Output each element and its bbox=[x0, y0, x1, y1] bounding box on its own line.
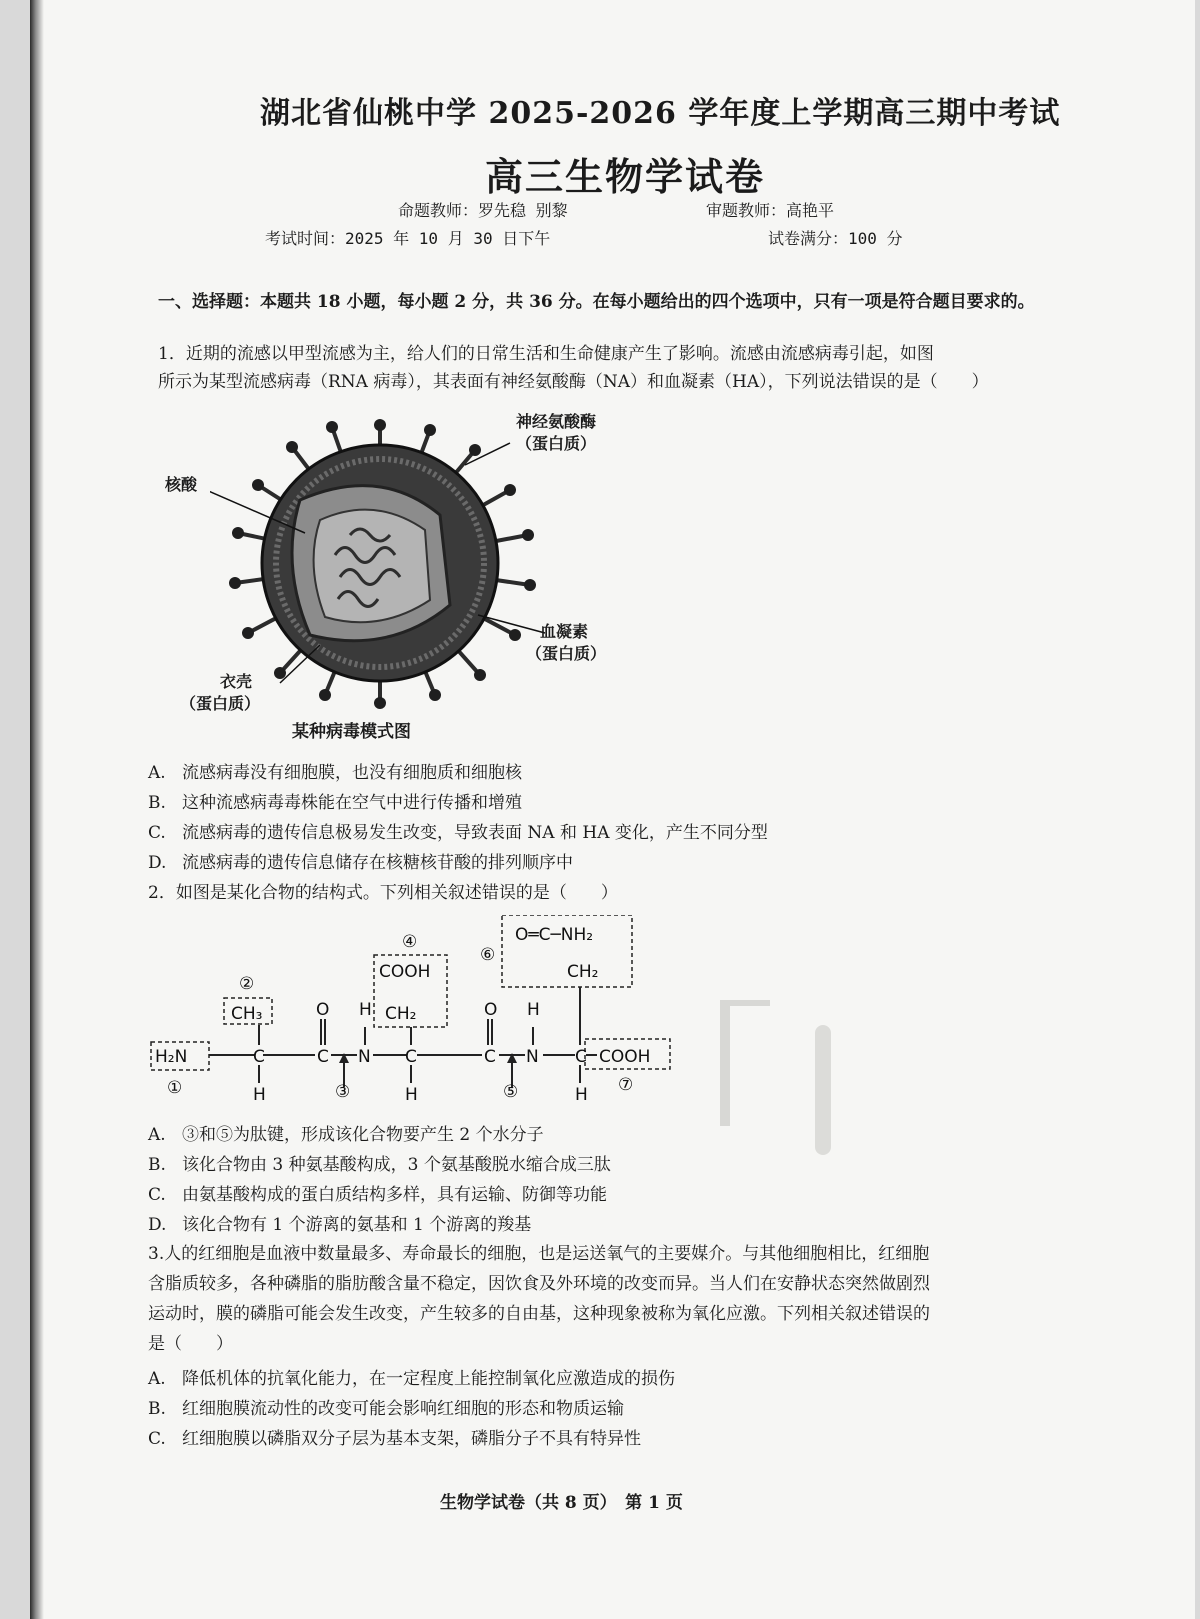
group-cooh-side: COOH bbox=[379, 962, 431, 982]
exam-time: 考试时间：2025 年 10 月 30 日下午 bbox=[265, 229, 551, 248]
option-text: 这种流感病毒毒株能在空气中进行传播和增殖 bbox=[182, 793, 522, 813]
q3-stem-line4: 是（ ） bbox=[148, 1334, 233, 1354]
marker-1: ① bbox=[167, 1078, 183, 1098]
option-letter: A. bbox=[148, 1125, 166, 1145]
q2-stem: 2．如图是某化合物的结构式。下列相关叙述错误的是（ ） bbox=[148, 883, 618, 903]
q1-option-b[interactable] bbox=[148, 788, 522, 813]
label-capsid-line1: 衣壳 bbox=[220, 672, 253, 691]
q3-option-a[interactable] bbox=[148, 1364, 675, 1389]
option-text: 流感病毒的遗传信息储存在核糖核苷酸的排列顺序中 bbox=[182, 853, 573, 873]
marker-5: ⑤ bbox=[503, 1082, 519, 1102]
atom-c: C bbox=[253, 1047, 265, 1067]
atom-h: H bbox=[253, 1085, 266, 1105]
label-na-line2: （蛋白质） bbox=[516, 434, 597, 453]
reviewer: 审题教师：高艳平 bbox=[706, 201, 835, 220]
figure-caption: 某种病毒模式图 bbox=[292, 722, 411, 742]
atom-c: C bbox=[317, 1047, 329, 1067]
q3-stem-line2: 含脂质较多，各种磷脂的脂肪酸含量不稳定，因饮食及外环境的改变而异。当人们在安静状态突然做剧烈 bbox=[148, 1274, 930, 1294]
atom-c: C bbox=[484, 1047, 496, 1067]
bleed-through-mark bbox=[720, 1000, 770, 1126]
q2-option-b[interactable] bbox=[148, 1150, 611, 1175]
option-letter: C. bbox=[148, 1185, 166, 1205]
option-letter: B. bbox=[148, 793, 166, 813]
option-text: ③和⑤为肽键，形成该化合物要产生 2 个水分子 bbox=[182, 1125, 544, 1145]
atom-h: H bbox=[527, 1000, 540, 1020]
option-text: 流感病毒的遗传信息极易发生改变，导致表面 NA 和 HA 变化，产生不同分型 bbox=[182, 823, 768, 843]
option-text: 红细胞膜以磷脂双分子层为基本支架，磷脂分子不具有特异性 bbox=[182, 1429, 641, 1449]
exam-title: 湖北省仙桃中学 2025-2026 学年度上学期高三期中考试 bbox=[260, 96, 1061, 131]
q3-option-c[interactable] bbox=[148, 1424, 641, 1449]
q1-stem-line2: 所示为某型流感病毒（RNA 病毒），其表面有神经氨酸酶（NA）和血凝素（HA），下列说法错误的是（ ） bbox=[158, 372, 989, 392]
option-letter: A. bbox=[148, 1369, 166, 1389]
option-text: 该化合物由 3 种氨基酸构成，3 个氨基酸脱水缩合成三肽 bbox=[182, 1155, 611, 1175]
atom-n: N bbox=[526, 1047, 539, 1067]
option-letter: C. bbox=[148, 1429, 166, 1449]
atom-h: H bbox=[359, 1000, 372, 1020]
marker-4: ④ bbox=[402, 932, 418, 952]
option-text: 由氨基酸构成的蛋白质结构多样，具有运输、防御等功能 bbox=[182, 1185, 607, 1205]
label-ha-line1: 血凝素 bbox=[540, 622, 589, 641]
q3-option-b[interactable] bbox=[148, 1394, 624, 1419]
marker-7: ⑦ bbox=[618, 1075, 634, 1095]
atom-o: O bbox=[316, 1000, 330, 1020]
label-capsid-line2: （蛋白质） bbox=[180, 694, 261, 713]
option-text: 红细胞膜流动性的改变可能会影响红细胞的形态和物质运输 bbox=[182, 1399, 624, 1419]
bleed-through-mark bbox=[815, 1025, 831, 1155]
label-na-line1: 神经氨酸酶 bbox=[516, 412, 597, 431]
q3-stem-line1: 3.人的红细胞是血液中数量最多、寿命最长的细胞，也是运送氧气的主要媒介。与其他细胞相比，红细胞 bbox=[148, 1244, 930, 1264]
q1-option-a[interactable] bbox=[148, 758, 522, 783]
section-title: 一、选择题：本题共 18 小题，每小题 2 分，共 36 分。在每小题给出的四个选项中，只有一项是符合题目要求的。 bbox=[158, 292, 1035, 312]
group-ch2: CH₂ bbox=[567, 962, 599, 982]
page-edge-shadow bbox=[30, 0, 44, 1619]
atom-h: H bbox=[575, 1085, 588, 1105]
setters: 命题教师：罗先稳 别黎 bbox=[398, 201, 568, 220]
group-ch3: CH₃ bbox=[231, 1004, 263, 1024]
group-cooh-terminal: COOH bbox=[599, 1047, 651, 1067]
atom-o: O bbox=[484, 1000, 498, 1020]
q1-option-c[interactable] bbox=[148, 818, 768, 843]
q2-option-c[interactable] bbox=[148, 1180, 607, 1205]
exam-page bbox=[30, 0, 1195, 1619]
option-letter: D. bbox=[148, 853, 167, 873]
peptide-structure bbox=[145, 915, 705, 1115]
option-letter: A. bbox=[148, 763, 166, 783]
group-h2n: H₂N bbox=[155, 1047, 188, 1067]
marker-6: ⑥ bbox=[480, 945, 496, 965]
option-text: 流感病毒没有细胞膜，也没有细胞质和细胞核 bbox=[182, 763, 522, 783]
paper-subtitle: 高三生物学试卷 bbox=[485, 154, 766, 199]
page-footer: 生物学试卷（共 8 页） 第 1 页 bbox=[440, 1493, 683, 1513]
q3-stem-line3: 运动时，膜的磷脂可能会发生改变，产生较多的自由基，这种现象被称为氧化应激。下列相关叙述错误的 bbox=[148, 1304, 930, 1324]
atom-c: C bbox=[405, 1047, 417, 1067]
atom-c: C bbox=[575, 1047, 587, 1067]
option-letter: C. bbox=[148, 823, 166, 843]
option-letter: D. bbox=[148, 1215, 167, 1235]
group-ch2: CH₂ bbox=[385, 1004, 417, 1024]
virus-diagram bbox=[210, 405, 550, 715]
option-letter: B. bbox=[148, 1155, 166, 1175]
full-score: 试卷满分：100 分 bbox=[768, 229, 903, 248]
label-nucleic-acid: 核酸 bbox=[165, 475, 198, 494]
atom-n: N bbox=[358, 1047, 371, 1067]
option-text: 降低机体的抗氧化能力，在一定程度上能控制氧化应激造成的损伤 bbox=[182, 1369, 675, 1389]
marker-2: ② bbox=[239, 974, 255, 994]
q2-option-a[interactable] bbox=[148, 1120, 544, 1145]
option-text: 该化合物有 1 个游离的氨基和 1 个游离的羧基 bbox=[182, 1215, 532, 1235]
q2-option-d[interactable] bbox=[148, 1210, 531, 1235]
group-amide: O═C─NH₂ bbox=[515, 925, 594, 945]
marker-3: ③ bbox=[335, 1082, 351, 1102]
label-ha-line2: （蛋白质） bbox=[526, 644, 607, 663]
option-letter: B. bbox=[148, 1399, 166, 1419]
atom-h: H bbox=[405, 1085, 418, 1105]
q1-option-d[interactable] bbox=[148, 848, 573, 873]
q1-stem-line1: 1．近期的流感以甲型流感为主，给人们的日常生活和生命健康产生了影响。流感由流感病毒引起，如图 bbox=[158, 344, 934, 364]
